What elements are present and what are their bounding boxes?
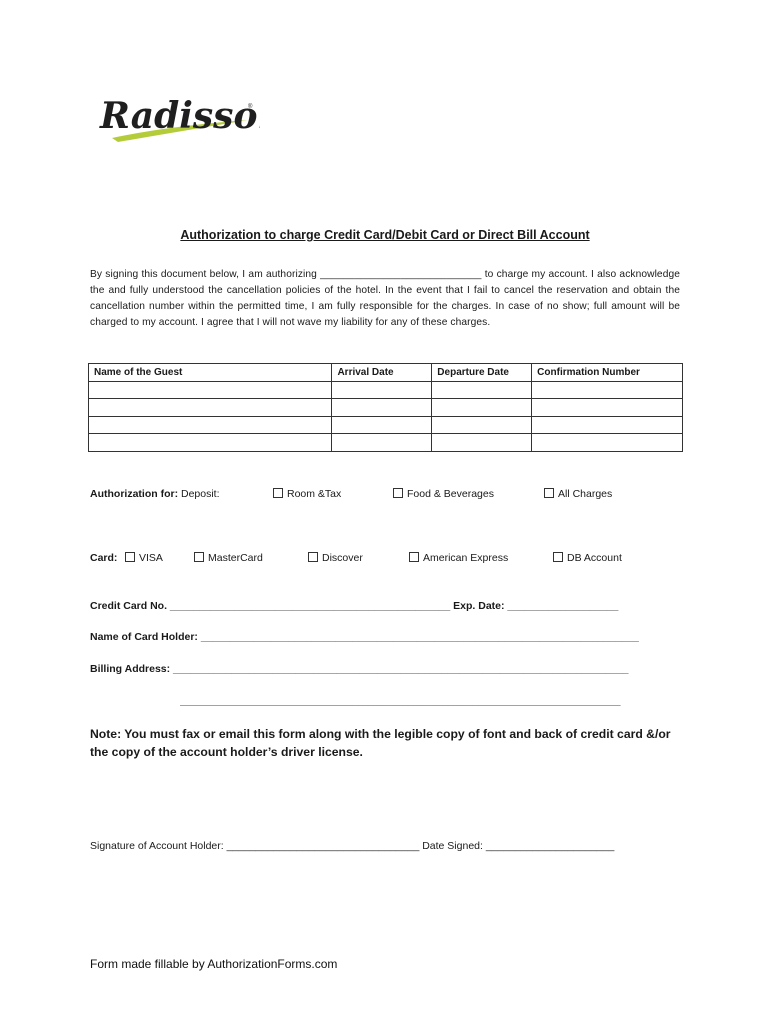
billing-address-line-2[interactable]: ________________________________________________________________________________________	[180, 696, 621, 706]
form-title: Authorization to charge Credit Card/Debit Card or Direct Bill Account	[180, 228, 590, 242]
confirmation-number-cell[interactable]	[532, 381, 683, 399]
card-option-american-express[interactable]	[409, 552, 508, 564]
option-all-charges[interactable]	[544, 488, 612, 500]
header-guest-name: Name of the Guest	[89, 364, 332, 382]
card-label: Card:	[90, 552, 118, 564]
radisson-logo	[98, 90, 260, 152]
guest-name-cell[interactable]	[89, 416, 332, 434]
header-confirmation-number: Confirmation Number	[532, 364, 683, 382]
option-room-tax[interactable]	[273, 488, 341, 500]
card-option-mastercard[interactable]	[194, 552, 263, 564]
confirmation-number-cell[interactable]	[532, 434, 683, 452]
departure-date-cell[interactable]	[432, 381, 532, 399]
checkbox-icon[interactable]	[409, 552, 419, 562]
guest-name-cell[interactable]	[89, 381, 332, 399]
table-header-row	[89, 364, 683, 382]
option-label: VISA	[139, 552, 163, 564]
arrival-date-cell[interactable]	[332, 381, 432, 399]
card-option-discover[interactable]	[308, 552, 363, 564]
checkbox-icon[interactable]	[553, 552, 563, 562]
guest-name-cell[interactable]	[89, 399, 332, 417]
checkbox-icon[interactable]	[194, 552, 204, 562]
card-holder-name-field[interactable]: Name of Card Holder: ___________________________________________________________________________	[90, 631, 639, 643]
header-arrival-date: Arrival Date	[332, 364, 432, 382]
card-label-wrap	[90, 552, 117, 564]
signature-line[interactable]: Signature of Account Holder: _________________________________ Date Signed: ______________________	[90, 840, 615, 852]
departure-date-cell[interactable]	[432, 399, 532, 417]
card-option-visa[interactable]	[125, 552, 163, 564]
option-label: Discover	[322, 552, 363, 564]
arrival-date-cell[interactable]	[332, 416, 432, 434]
guest-table	[88, 363, 683, 452]
option-label: MasterCard	[208, 552, 263, 564]
option-label: American Express	[423, 552, 509, 564]
footer-credit: Form made fillable by AuthorizationForms.com	[90, 957, 338, 971]
guest-name-cell[interactable]	[89, 434, 332, 452]
checkbox-icon[interactable]	[544, 488, 554, 498]
fax-email-note: Note: You must fax or email this form along with the legible copy of font and back of credit card &/or the copy of the account holder’s driver license.	[90, 727, 671, 759]
deposit-label: Deposit:	[181, 488, 220, 500]
credit-card-number-field[interactable]: Credit Card No. ________________________________________________ Exp. Date: ___________________	[90, 600, 619, 612]
header-departure-date: Departure Date	[432, 364, 532, 382]
table-row	[89, 416, 683, 434]
option-label: Room &Tax	[287, 488, 342, 500]
logo-text: Radisso	[100, 95, 258, 137]
checkbox-icon[interactable]	[273, 488, 283, 498]
table-row	[89, 399, 683, 417]
arrival-date-cell[interactable]	[332, 434, 432, 452]
option-food-beverages[interactable]	[393, 488, 494, 500]
departure-date-cell[interactable]	[432, 416, 532, 434]
authorization-for-label: Authorization for:	[90, 488, 179, 500]
confirmation-number-cell[interactable]	[532, 416, 683, 434]
billing-address-field[interactable]: Billing Address: ______________________________________________________________________________	[90, 663, 629, 675]
departure-date-cell[interactable]	[432, 434, 532, 452]
table-row	[89, 381, 683, 399]
table-row	[89, 434, 683, 452]
checkbox-icon[interactable]	[308, 552, 318, 562]
registered-mark: ®	[248, 104, 253, 110]
checkbox-icon[interactable]	[125, 552, 135, 562]
option-label: Food & Beverages	[407, 488, 494, 500]
card-option-db-account[interactable]	[553, 552, 622, 564]
checkbox-icon[interactable]	[393, 488, 403, 498]
authorization-for-row	[90, 488, 220, 500]
authorization-paragraph: By signing this document below, I am authorizing ____________________________ to charge my account. I also acknowledge the and fully understood the cancellation policies of the hotel. In the event that I fail to cancel the reservation and obtain the cancellation number within the permitted time, I am fully responsible for the charges. In case of no show; full amount will be charged to my account. I agree that I will not wave my liability for any of these charges.	[90, 269, 680, 328]
confirmation-number-cell[interactable]	[532, 399, 683, 417]
option-label: DB Account	[567, 552, 622, 564]
arrival-date-cell[interactable]	[332, 399, 432, 417]
logo-graphic	[98, 90, 260, 152]
option-label: All Charges	[558, 488, 613, 500]
